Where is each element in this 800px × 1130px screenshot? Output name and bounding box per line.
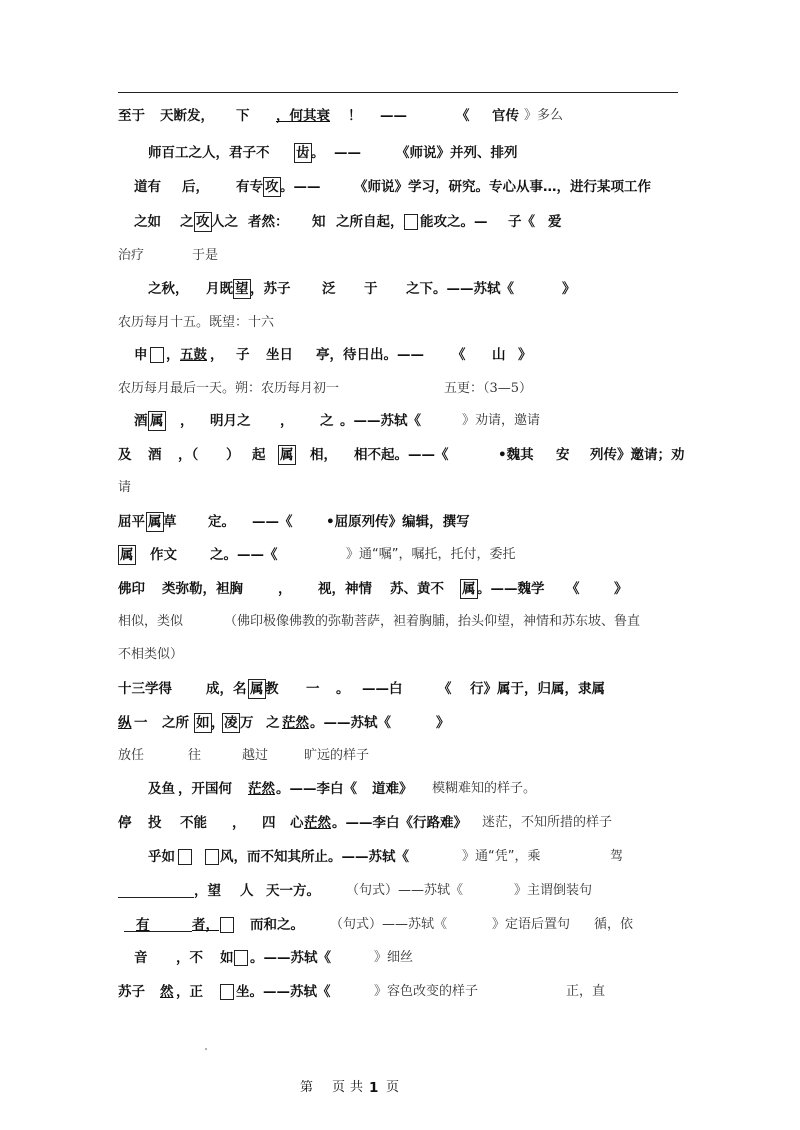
- text-seg: 相不起。——《: [354, 447, 449, 463]
- missing-char-box: [220, 917, 234, 933]
- text-seg: 酒: [148, 447, 162, 463]
- text-seg: ，: [166, 347, 180, 363]
- text-seg: 。——李白《行路难》: [332, 815, 467, 831]
- underlined-word: 纵: [118, 715, 132, 731]
- text-seg: 山: [492, 347, 506, 363]
- text-seg: 坐。——苏轼《: [236, 984, 331, 1000]
- text-seg: 天断发，: [160, 108, 214, 124]
- text-seg: 列传》邀请；劝: [590, 447, 685, 463]
- text-seg: 官传: [492, 108, 519, 124]
- text-seg: 一: [306, 681, 320, 697]
- text-line-6: [0, 277, 800, 301]
- missing-char-box: [234, 950, 248, 966]
- text-seg: 之: [266, 715, 280, 731]
- text-seg: 》: [436, 715, 450, 731]
- missing-char-box: [404, 214, 418, 230]
- text-seg: 天一方。: [266, 883, 320, 899]
- gloss-text: 农历每月十五。既望：十六: [118, 315, 275, 330]
- gloss-text: 》细丝: [374, 950, 414, 965]
- gloss-text: 往: [188, 748, 202, 763]
- text-line-24: [0, 879, 800, 903]
- text-seg: ，开国何: [178, 781, 232, 797]
- text-seg: ！: [348, 108, 362, 124]
- gloss-text: 旷远的样子: [304, 748, 370, 763]
- text-seg: 。: [311, 145, 325, 161]
- gloss-text: （佛印极像佛教的弥勒菩萨，袒着胸脯，抬头仰望，神情和苏东坡、鲁直: [224, 614, 641, 629]
- source-gloss: 《师说》学习，研究。专心从事…，进行某项工作: [354, 179, 651, 195]
- text-line-22: [0, 811, 800, 835]
- text-seg: 爱: [548, 214, 562, 230]
- underlined-word: 茫然: [282, 715, 309, 731]
- text-seg: ，不: [176, 950, 203, 966]
- underlined-word: 五鼓: [180, 347, 207, 363]
- text-seg: ，: [211, 715, 225, 731]
- text-seg: ，正: [176, 984, 203, 1000]
- text-seg: 乎如: [148, 849, 175, 865]
- boxed-key-char: 如: [196, 715, 210, 731]
- gloss-text: 相似，类似: [118, 614, 184, 629]
- text-seg: 之。——《: [210, 547, 278, 563]
- text-seg: 能攻之。—: [420, 214, 488, 230]
- text-line-1: [0, 104, 800, 128]
- gloss-text: 循，依: [594, 917, 634, 932]
- text-seg: 申: [134, 347, 148, 363]
- missing-char-box: [205, 849, 219, 865]
- text-seg: 亭，待日出。——: [316, 347, 424, 363]
- text-seg: 子《: [508, 214, 535, 230]
- gloss-text: 》定语后置句: [492, 917, 571, 932]
- text-line-18: [0, 677, 800, 701]
- footer-text: 共: [350, 1080, 364, 1095]
- text-seg: ，: [278, 581, 292, 597]
- text-line-7: [0, 311, 800, 335]
- gloss-text: 模糊难知的样子。: [432, 781, 537, 796]
- gloss-text: 》劝请，邀请: [462, 413, 541, 428]
- gloss-text: 请: [118, 480, 132, 495]
- text-seg: 十三学得: [118, 681, 172, 697]
- text-seg: 音: [134, 950, 148, 966]
- text-line-13: [0, 510, 800, 534]
- text-seg: 至于: [118, 108, 145, 124]
- text-line-25: [0, 913, 800, 937]
- text-seg: 《: [566, 581, 580, 597]
- text-seg: 类弥勒，袒胸: [162, 581, 243, 597]
- text-seg: 起: [252, 447, 266, 463]
- text-seg: 教: [265, 681, 279, 697]
- text-seg: ，苏子: [250, 281, 291, 297]
- text-seg: ）: [226, 447, 240, 463]
- gloss-text: 》主谓倒装句: [514, 883, 593, 898]
- text-line-23: [0, 845, 800, 869]
- gloss-text: 正，直: [566, 984, 606, 999]
- gloss-text: 驾: [610, 849, 624, 864]
- text-seg: 道有: [134, 179, 161, 195]
- text-seg: 》: [562, 281, 576, 297]
- text-seg: 成，名: [206, 681, 247, 697]
- text-seg: 。——: [280, 179, 321, 195]
- header-rule: [118, 92, 678, 93]
- source-gloss: 《师说》并列、排列: [396, 145, 518, 161]
- text-seg: ——白: [362, 681, 403, 697]
- page-dot: [205, 1048, 207, 1050]
- text-line-15: [0, 577, 800, 601]
- text-seg: 。——魏学: [477, 581, 545, 597]
- text-seg: 》: [518, 347, 532, 363]
- text-seg: 《: [452, 347, 466, 363]
- footer-text: 第: [300, 1080, 314, 1095]
- text-seg: 有: [136, 917, 150, 933]
- footer-text: 页: [332, 1080, 346, 1095]
- underlined-word: 茫然: [304, 815, 331, 831]
- text-seg: 月既: [206, 281, 233, 297]
- missing-char-box: [150, 347, 164, 363]
- text-line-12: [0, 476, 800, 500]
- missing-char-box: [178, 849, 192, 865]
- page-footer: [0, 1076, 800, 1100]
- text-line-20: [0, 744, 800, 768]
- text-seg: 泛: [322, 281, 336, 297]
- text-seg: 《: [438, 681, 452, 697]
- text-line-4: [0, 210, 800, 234]
- gloss-text: 农历每月最后一天。朔：农历每月初一: [118, 381, 340, 396]
- text-seg: 坐日: [266, 347, 293, 363]
- text-seg: 不能: [180, 815, 207, 831]
- text-seg: 心: [290, 815, 304, 831]
- boxed-key-char: 攻: [265, 179, 279, 195]
- boxed-key-char: 攻: [196, 214, 210, 230]
- text-seg: 万: [240, 715, 254, 731]
- text-seg: 相，: [310, 447, 337, 463]
- text-seg: 佛印: [118, 581, 145, 597]
- text-seg: 草: [163, 514, 177, 530]
- text-seg: 作文: [150, 547, 177, 563]
- text-line-21: [0, 777, 800, 801]
- text-seg: 子: [236, 347, 250, 363]
- text-seg: 安: [556, 447, 570, 463]
- text-seg: 有专: [236, 179, 263, 195]
- gloss-text: （句式）——苏轼《: [346, 883, 464, 898]
- text-seg: 之秋，: [148, 281, 189, 297]
- text-seg: 《: [456, 108, 470, 124]
- text-seg: 后，: [182, 179, 209, 195]
- text-line-8: [0, 343, 800, 367]
- fill-in-blank: [118, 897, 194, 898]
- boxed-key-char: 属: [462, 581, 476, 597]
- text-line-2: [0, 141, 800, 165]
- text-seg: 之如: [134, 214, 161, 230]
- text-seg: 之: [180, 214, 194, 230]
- text-seg: 风，而不知其所止。——苏轼《: [220, 849, 409, 865]
- gloss-text: 不相类似）: [118, 647, 184, 662]
- text-line-27: [0, 980, 800, 1004]
- boxed-key-char: 属: [120, 547, 134, 563]
- text-seg: 之下。——苏轼《: [406, 281, 514, 297]
- underlined-word: ，何其衰: [276, 108, 330, 124]
- gloss-text: 》通“凭”，乘: [462, 849, 541, 864]
- page-count: 1: [369, 1080, 379, 1096]
- text-line-5: [0, 244, 800, 268]
- footer-text: 页: [386, 1080, 400, 1095]
- text-seg: 于: [364, 281, 378, 297]
- gloss-text: 治疗: [118, 248, 145, 263]
- missing-char-box: [220, 984, 234, 1000]
- text-seg: 及: [118, 447, 132, 463]
- text-seg: ，（: [178, 447, 199, 463]
- gloss-text: （句式）——苏轼《: [330, 917, 448, 932]
- text-seg: ——: [380, 108, 407, 124]
- text-seg: 而和之。: [250, 917, 304, 933]
- text-seg: 四: [262, 815, 276, 831]
- gloss-text: 越过: [242, 748, 269, 763]
- text-seg: ，: [180, 413, 194, 429]
- text-seg: ，: [232, 815, 246, 831]
- gloss-text: 》容色改变的样子: [374, 984, 479, 999]
- text-seg: 定。: [208, 514, 235, 530]
- text-seg: 如: [220, 950, 234, 966]
- gloss-text: 》通“嘱”，嘱托，托付，委托: [346, 547, 516, 562]
- text-line-3: [0, 175, 800, 199]
- boxed-key-char: 望: [235, 281, 249, 297]
- text-seg: 及鱼: [148, 781, 175, 797]
- text-seg: ，: [210, 347, 224, 363]
- text-seg: 一: [134, 715, 148, 731]
- gloss-text: 于是: [192, 248, 219, 263]
- text-seg: 者然：: [248, 214, 289, 230]
- text-seg: ，: [280, 413, 294, 429]
- gloss-text: 迷茫，不知所措的样子: [482, 815, 613, 830]
- text-line-14: [0, 543, 800, 567]
- text-line-19: [0, 711, 800, 735]
- text-seg: ，望: [194, 883, 221, 899]
- boxed-key-char: 属: [250, 681, 264, 697]
- underlined-word: 然: [160, 984, 174, 1000]
- text-seg: 者，: [192, 917, 219, 933]
- text-seg: 之所自起，: [336, 214, 404, 230]
- text-seg: 之: [320, 413, 334, 429]
- text-line-17: [0, 643, 800, 667]
- fill-in-blank: [166, 931, 192, 932]
- text-seg: •魏其: [498, 447, 534, 463]
- text-seg: 明月之: [210, 413, 251, 429]
- text-seg: 停: [118, 815, 132, 831]
- text-seg: 道难》: [372, 781, 413, 797]
- boxed-key-char: 凌: [224, 715, 238, 731]
- text-line-9: [0, 377, 800, 401]
- text-seg: 知: [312, 214, 326, 230]
- text-seg: •屈原列传》编辑，撰写: [326, 514, 470, 530]
- text-seg: 投: [148, 815, 162, 831]
- text-seg: 之所: [162, 715, 189, 731]
- text-line-16: [0, 610, 800, 634]
- text-seg: 苏、黄不: [390, 581, 444, 597]
- boxed-key-char: 属: [280, 447, 294, 463]
- text-seg: 。: [336, 681, 350, 697]
- text-seg: 人: [240, 883, 254, 899]
- text-seg: 酒: [134, 413, 148, 429]
- gloss-text: 五更：（3—5）: [444, 381, 533, 396]
- text-seg: 师百工之人，君子不: [148, 145, 270, 161]
- gloss-text: 行》属于，归属，隶属: [470, 681, 605, 697]
- text-seg: 屈平: [118, 514, 145, 530]
- text-seg: 。——苏轼《: [310, 715, 391, 731]
- text-seg: ——: [334, 145, 361, 161]
- text-seg: 》: [614, 581, 628, 597]
- text-line-26: [0, 946, 800, 970]
- text-line-11: [0, 443, 800, 467]
- text-seg: 。——李白《: [276, 781, 357, 797]
- text-seg: 苏子: [118, 984, 145, 1000]
- text-seg: 视，神情: [318, 581, 372, 597]
- text-seg: 。——苏轼《: [340, 413, 421, 429]
- boxed-key-char: 属: [150, 413, 164, 429]
- boxed-key-char: 齿: [296, 145, 310, 161]
- underlined-word: 茫然: [248, 781, 275, 797]
- text-seg: ——《: [252, 514, 293, 530]
- text-seg: 。——苏轼《: [250, 950, 331, 966]
- gloss-text: 放任: [118, 748, 145, 763]
- text-line-10: [0, 409, 800, 433]
- text-seg: 人之: [211, 214, 238, 230]
- boxed-key-char: 属: [148, 514, 162, 530]
- gloss-text: 》多么: [524, 108, 564, 123]
- text-seg: 下: [236, 108, 250, 124]
